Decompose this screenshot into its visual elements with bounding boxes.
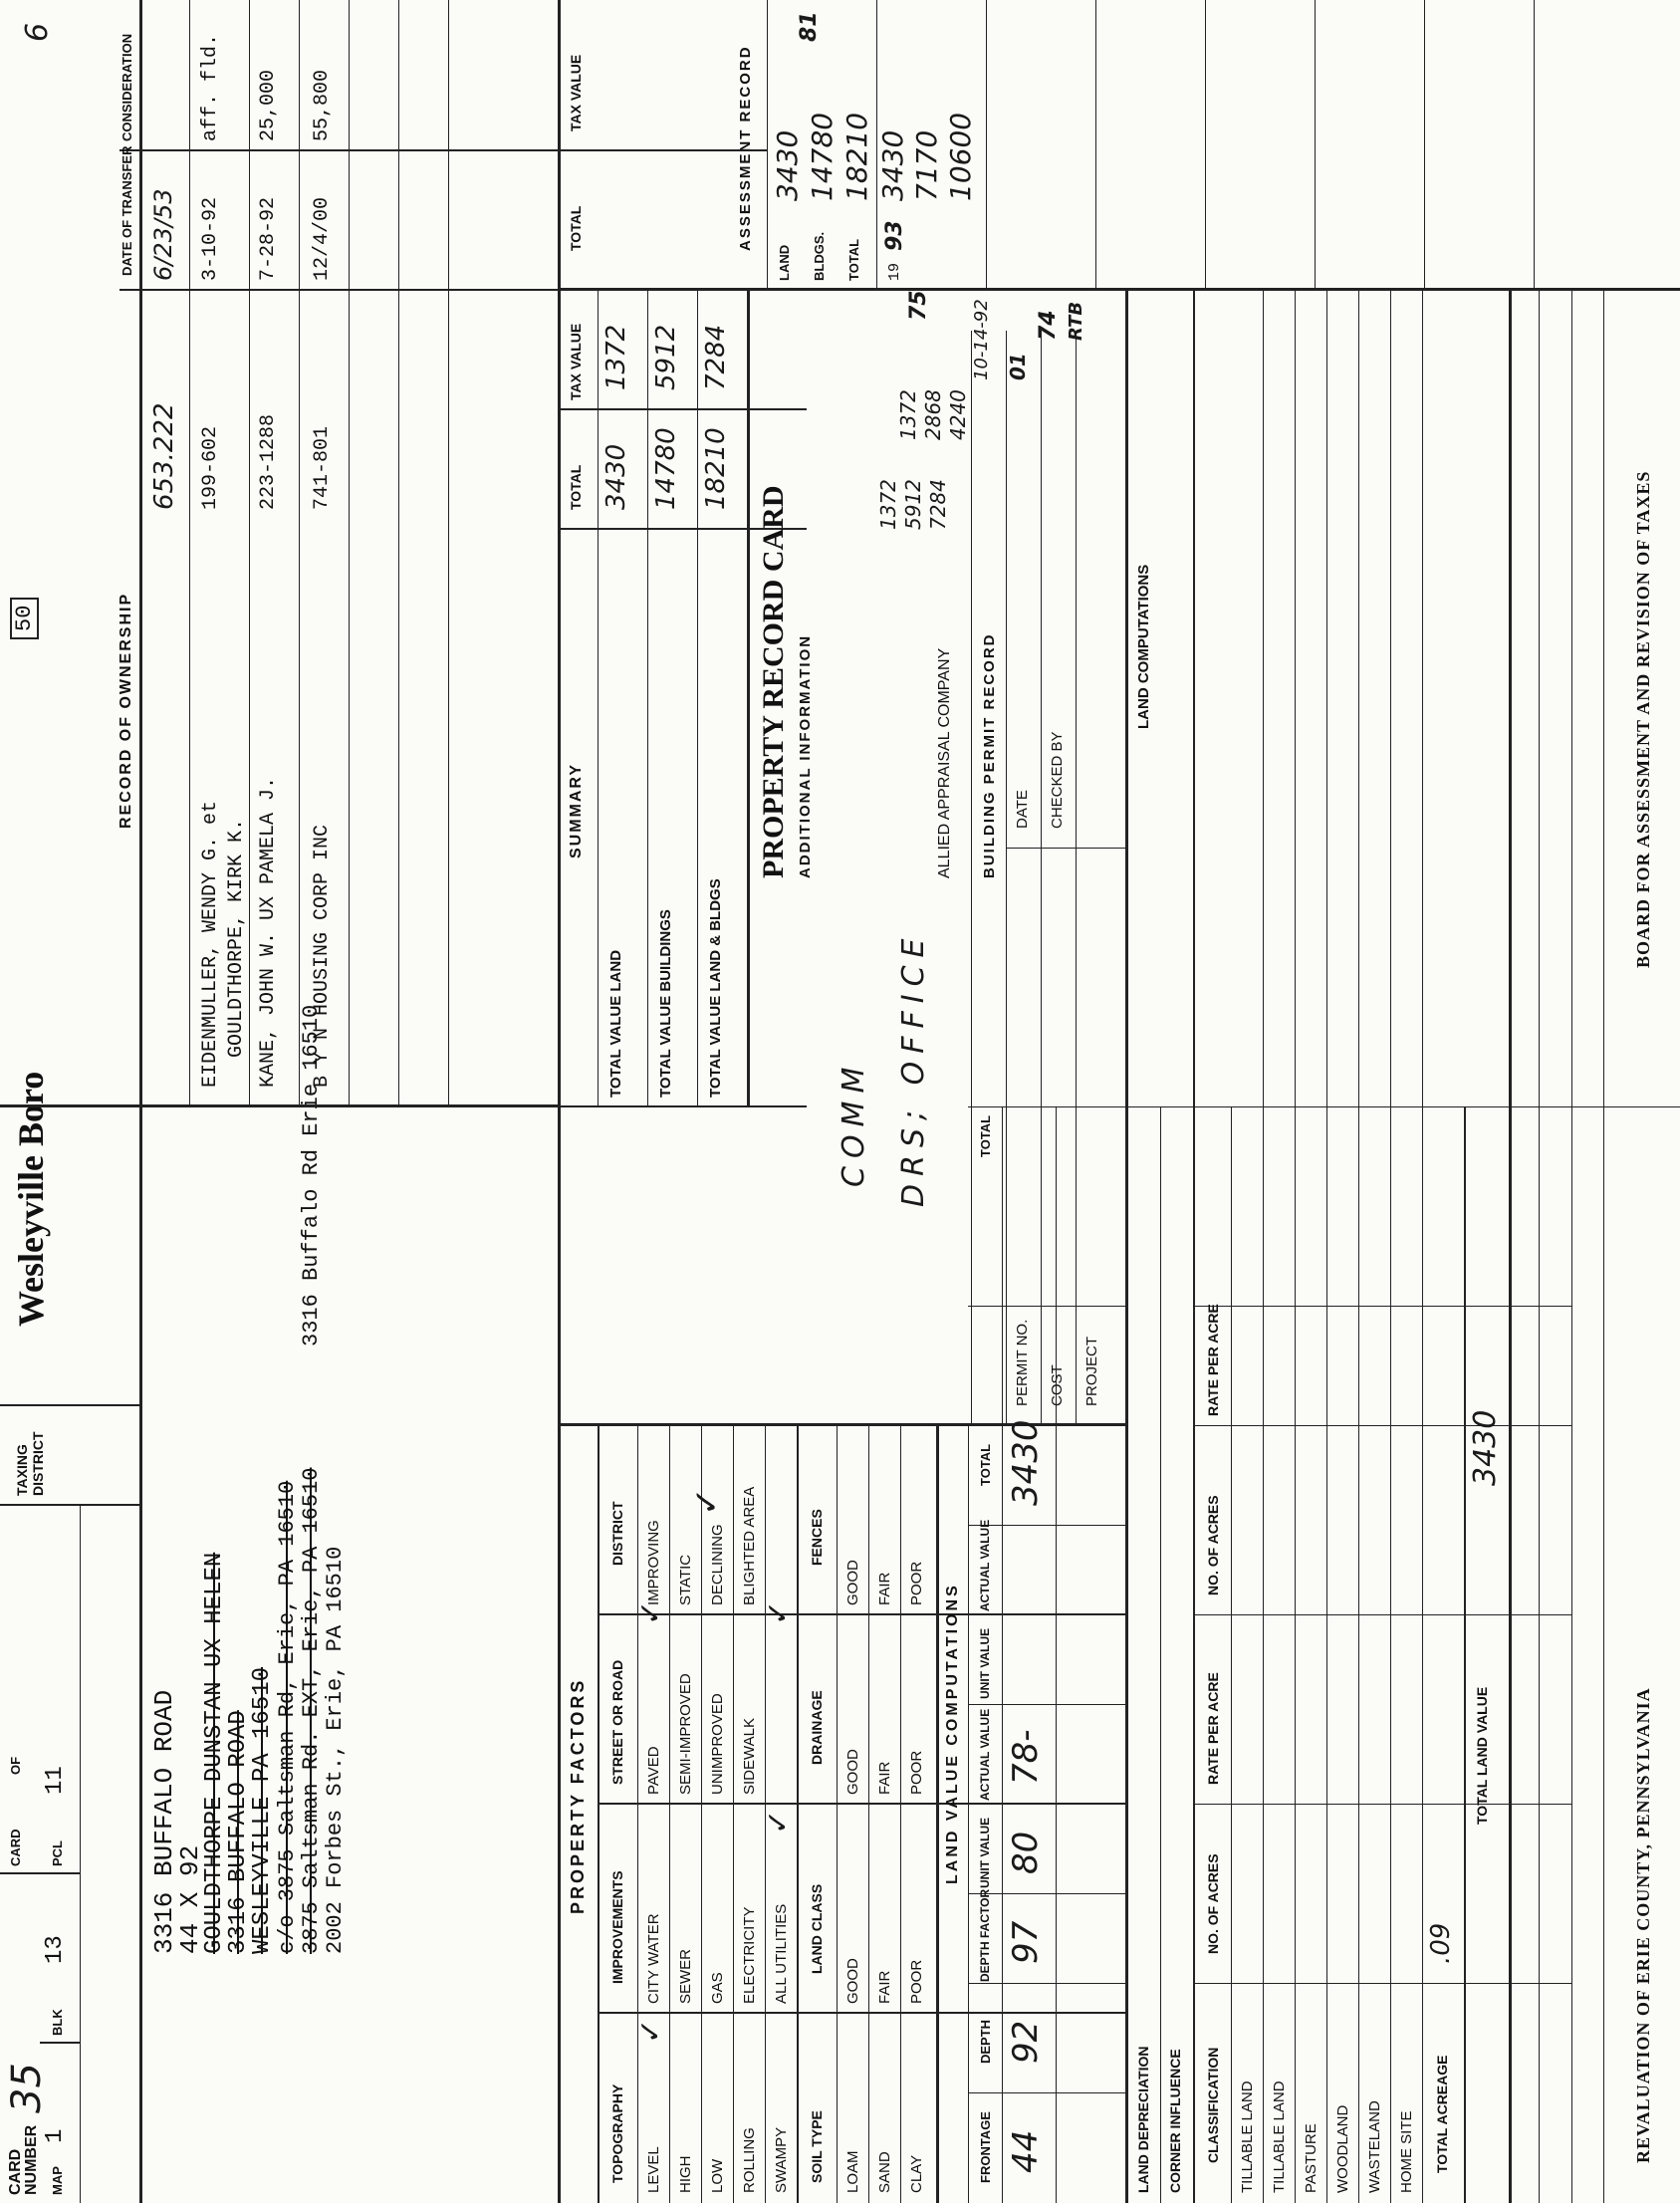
owner-date-4: 12/4/00 xyxy=(311,196,334,281)
class-poor: POOR xyxy=(908,1959,925,2004)
side-note-0: 1372 xyxy=(876,479,900,530)
card-label: CARD xyxy=(8,1829,23,1866)
address-struck-2: 3316 BUFFALO ROAD xyxy=(225,1710,252,1954)
property-factors-title: PROPERTY FACTORS xyxy=(568,1677,588,1914)
fences-head: FENCES xyxy=(809,1509,825,1566)
summary-total-label: TOTAL xyxy=(568,464,584,510)
lv-total: 3430 xyxy=(1006,1419,1046,1506)
card-number-label: CARD NUMBER xyxy=(7,2124,40,2195)
acre-col-rate-2: RATE PER ACRE xyxy=(1205,1304,1221,1416)
page-box: 50 xyxy=(10,598,39,639)
lv-actual-value: 78- xyxy=(1006,1729,1046,1785)
permit-date-label: DATE xyxy=(1014,790,1031,829)
summary-row-label-1: TOTAL VALUE BUILDINGS xyxy=(657,909,674,1098)
drainage-fair: FAIR xyxy=(876,1761,893,1795)
assessment-0-year: 81 xyxy=(797,11,822,42)
owner-date-3: 7-28-92 xyxy=(257,196,280,281)
assessment-1-year: 93 xyxy=(882,220,907,251)
corner-influence: CORNER INFLUENCE xyxy=(1167,2049,1183,2193)
owner-ref-3: 223-1288 xyxy=(257,413,280,510)
total-land-value: 3430 xyxy=(1468,1409,1503,1486)
card-number-value: 35 xyxy=(4,2063,50,2113)
summary-title: SUMMARY xyxy=(568,762,585,858)
drainage-good: GOOD xyxy=(844,1749,861,1795)
side-note-4: 2868 xyxy=(921,389,945,440)
owner-date-1: 3-10-92 xyxy=(199,196,222,281)
soil-head: SOIL TYPE xyxy=(809,2110,825,2183)
acre-row-home-site: HOME SITE xyxy=(1398,2110,1415,2193)
assessment-1-total: 10600 xyxy=(944,112,977,201)
soil-sand: SAND xyxy=(876,2151,893,2193)
impr-gas: GAS xyxy=(709,1972,726,2004)
acre-col-classification: CLASSIFICATION xyxy=(1205,2047,1221,2163)
col-total: TOTAL xyxy=(978,1443,993,1486)
footer-left: REVALUATION OF ERIE COUNTY, PENNSYLVANIA xyxy=(1633,1687,1653,2163)
land-depreciation: LAND DEPRECIATION xyxy=(1135,2046,1151,2193)
impr-sewer: SEWER xyxy=(677,1948,694,2004)
permit-project-label: PROJECT xyxy=(1083,1336,1100,1406)
note-office: DRS; OFFICE xyxy=(896,930,931,1207)
address-struck-3: WESLEYVILLE PA 16510 xyxy=(249,1666,276,1954)
map-label: MAP xyxy=(50,2166,65,2195)
soil-clay: CLAY xyxy=(908,2154,925,2193)
owner-name-1: EIDENMULLER, WENDY G. et xyxy=(199,800,222,1088)
owner-name-4: B Y N HOUSING CORP INC xyxy=(311,824,334,1088)
summary-row-tax-2: 7284 xyxy=(701,324,731,390)
topography-head: TOPOGRAPHY xyxy=(609,2083,625,2183)
street-sidewalk: SIDEWALK xyxy=(741,1718,758,1795)
date-of-transfer-label: DATE OF TRANSFER xyxy=(120,145,134,276)
assessment-1-prefix: 19 xyxy=(886,262,903,281)
taxing-district-label: TAXING DISTRICT xyxy=(14,1431,46,1496)
lv-depth: 92 xyxy=(1006,2020,1046,2064)
owner-ref-1: 199-602 xyxy=(199,425,222,510)
topo-level: LEVEL xyxy=(645,2146,662,2193)
district-name: Wesleyville Boro xyxy=(11,1071,51,1327)
assessment-0-total: 18210 xyxy=(840,112,873,201)
impr-all-utilities: ALL UTILITIES xyxy=(773,1903,790,2004)
assessment-title: ASSESSMENT RECORD xyxy=(737,45,754,251)
summary-tax-label: TAX VALUE xyxy=(568,323,584,400)
summary-row-total-2: 18210 xyxy=(701,427,731,510)
lv-depth-factor: 97 xyxy=(1006,1920,1046,1964)
acre-row-tillable-2: TILLABLE LAND xyxy=(1271,2081,1288,2193)
district-declining: DECLINING xyxy=(709,1524,726,1605)
blk-value: 13 xyxy=(42,1935,69,1964)
acre-row-tillable-1: TILLABLE LAND xyxy=(1239,2081,1256,2193)
check-level-icon: ✓ xyxy=(633,2018,668,2044)
fences-fair: FAIR xyxy=(876,1572,893,1605)
summary-row-label-0: TOTAL VALUE LAND xyxy=(607,949,624,1098)
address-struck-5: 3875 Saltsman Rd. EXT, Erie, PA 16510 xyxy=(299,1467,324,1954)
col-actual-value: ACTUAL VALUE xyxy=(978,1708,992,1801)
street-head: STREET OR ROAD xyxy=(609,1659,625,1785)
impr-city-water: CITY WATER xyxy=(645,1913,662,2004)
street-paved: PAVED xyxy=(645,1746,662,1795)
topo-low: LOW xyxy=(709,2158,726,2193)
owner-consideration-4: 55,800 xyxy=(311,69,334,141)
summary-row-total-0: 3430 xyxy=(601,443,631,510)
topo-swampy: SWAMPY xyxy=(773,2126,790,2193)
allied-appraisal: ALLIED APPRAISAL COMPANY xyxy=(936,647,953,878)
permit-cost-label: COST xyxy=(1049,1364,1066,1406)
assessment-1-land: 3430 xyxy=(876,129,909,201)
of-label: OF xyxy=(8,1756,23,1775)
class-fair: FAIR xyxy=(876,1970,893,2004)
side-note-5: 4240 xyxy=(946,389,970,440)
acre-col-rate: RATE PER ACRE xyxy=(1205,1672,1221,1785)
assessment-row-bldgs: BLDGS. xyxy=(812,231,827,281)
check-improving-icon: ✓ xyxy=(633,1599,668,1625)
assessment-row-total: TOTAL xyxy=(846,238,861,281)
topo-high: HIGH xyxy=(677,2155,694,2193)
land-class-head: LAND CLASS xyxy=(809,1883,825,1974)
pcl-value: 11 xyxy=(42,1766,69,1795)
acre-row-wasteland: WASTELAND xyxy=(1366,2100,1383,2193)
col-unit-value: UNIT VALUE xyxy=(978,1817,992,1888)
footer-right: BOARD FOR ASSESSMENT AND REVISION OF TAXES xyxy=(1633,470,1653,968)
year-note-1: 74 xyxy=(1036,310,1061,341)
permit-no-label: PERMIT NO. xyxy=(1014,1319,1031,1406)
address-handwritten: 3316 Buffalo Rd Erie 16510 xyxy=(299,1004,324,1346)
total-acreage-value: .09 xyxy=(1426,1922,1456,1964)
street-semi: SEMI-IMPROVED xyxy=(677,1673,694,1795)
assessment-0-bldgs: 14780 xyxy=(806,112,839,201)
address-struck-4: c/o 3875 Saltsman Rd, Erie, PA 16510 xyxy=(275,1480,300,1954)
check-all-utilities-icon: ✓ xyxy=(761,1809,796,1835)
district-head: DISTRICT xyxy=(609,1501,625,1566)
owner-consideration-1: aff. fld. xyxy=(199,33,222,141)
fences-poor: POOR xyxy=(908,1561,925,1605)
drainage-poor: POOR xyxy=(908,1750,925,1795)
col-actual-value-2: ACTUAL VALUE xyxy=(978,1519,992,1611)
col-depth-factor: DEPTH FACTOR xyxy=(978,1888,992,1982)
total-acreage-label: TOTAL ACREAGE xyxy=(1434,2055,1450,2173)
ownership-title: RECORD OF OWNERSHIP xyxy=(118,592,134,829)
class-good: GOOD xyxy=(844,1958,861,2004)
permit-checked-label: CHECKED BY xyxy=(1049,731,1066,829)
assessment-total-label: TOTAL xyxy=(568,205,584,251)
owner-consideration-3: 25,000 xyxy=(257,69,280,141)
check-blighted-icon: ✓ xyxy=(761,1599,796,1625)
lv-unit-value: 80 xyxy=(1006,1831,1046,1874)
land-value-title: LAND VALUE COMPUTATIONS xyxy=(944,1583,961,1884)
owner-name-2: GOULDTHORPE, KIRK K. xyxy=(225,818,248,1058)
land-computations-label: LAND COMPUTATIONS xyxy=(1135,564,1152,729)
soil-loam: LOAM xyxy=(844,2150,861,2193)
summary-row-tax-0: 1372 xyxy=(601,324,631,390)
small-note: 01 xyxy=(1006,353,1030,380)
year-note-0: 75 xyxy=(906,290,931,321)
topo-rolling: ROLLING xyxy=(741,2127,758,2193)
lv-frontage: 44 xyxy=(1006,2129,1046,2173)
col-depth: DEPTH xyxy=(978,2019,993,2064)
address-line1: 3316 BUFFALO ROAD xyxy=(149,1689,179,1954)
blk-label: BLK xyxy=(50,2009,65,2036)
consideration-label: CONSIDERATION xyxy=(120,33,134,141)
acre-col-no-acres-2: NO. OF ACRES xyxy=(1205,1495,1221,1595)
address-line2: 44 X 92 xyxy=(175,1844,205,1954)
summary-row-tax-1: 5912 xyxy=(651,324,681,390)
district-blighted: BLIGHTED AREA xyxy=(741,1486,758,1605)
date-note: 10-14-92 xyxy=(971,299,992,380)
property-record-title: PROPERTY RECORD CARD xyxy=(757,485,790,878)
street-unimproved: UNIMPROVED xyxy=(709,1693,726,1795)
drainage-head: DRAINAGE xyxy=(809,1690,825,1765)
owner-name-3: KANE, JOHN W. UX PAMELA J. xyxy=(257,776,280,1088)
summary-row-label-2: TOTAL VALUE LAND & BLDGS xyxy=(707,878,724,1098)
pcl-label: PCL xyxy=(50,1840,65,1866)
ownership-ref-0: 653.222 xyxy=(149,402,179,510)
assessment-1-bldgs: 7170 xyxy=(910,129,943,201)
additional-info-label: ADDITIONAL INFORMATION xyxy=(797,633,814,878)
district-improving: IMPROVING xyxy=(645,1520,662,1605)
corner-number: 6 xyxy=(20,22,55,42)
assessment-row-land: LAND xyxy=(777,244,792,281)
note-comm: COMM xyxy=(837,1059,871,1187)
impr-electricity: ELECTRICITY xyxy=(741,1906,758,2004)
summary-row-total-1: 14780 xyxy=(651,427,681,510)
address-current: 2002 Forbes St., Erie, PA 16510 xyxy=(323,1546,348,1954)
acre-row-pasture: PASTURE xyxy=(1303,2123,1320,2193)
total-land-value-label: TOTAL LAND VALUE xyxy=(1474,1686,1490,1825)
acre-row-woodland: WOODLAND xyxy=(1334,2104,1351,2193)
assessment-tax-label: TAX VALUE xyxy=(568,54,584,131)
improvements-head: IMPROVEMENTS xyxy=(609,1870,625,1984)
map-value: 1 xyxy=(42,2128,69,2143)
ownership-date-0: 6/23/53 xyxy=(149,188,177,281)
col-frontage: FRONTAGE xyxy=(978,2111,993,2183)
acre-col-no-acres: NO. OF ACRES xyxy=(1205,1853,1221,1954)
fences-good: GOOD xyxy=(844,1560,861,1605)
year-note-2: RTB xyxy=(1066,301,1086,341)
check-extra-icon: ✓ xyxy=(687,1487,727,1516)
col-unit-value-2: UNIT VALUE xyxy=(978,1627,992,1699)
col-total-2: TOTAL xyxy=(978,1114,993,1157)
owner-ref-4: 741-801 xyxy=(311,425,334,510)
permit-title: BUILDING PERMIT RECORD xyxy=(981,632,998,878)
side-note-1: 5912 xyxy=(901,479,925,530)
side-note-3: 1372 xyxy=(896,389,920,440)
side-note-2: 7284 xyxy=(926,479,950,530)
district-static: STATIC xyxy=(677,1554,694,1605)
assessment-0-land: 3430 xyxy=(771,129,804,201)
address-struck-1: GOULDTHORPE DUNSTAN UX HELEN xyxy=(201,1552,228,1954)
